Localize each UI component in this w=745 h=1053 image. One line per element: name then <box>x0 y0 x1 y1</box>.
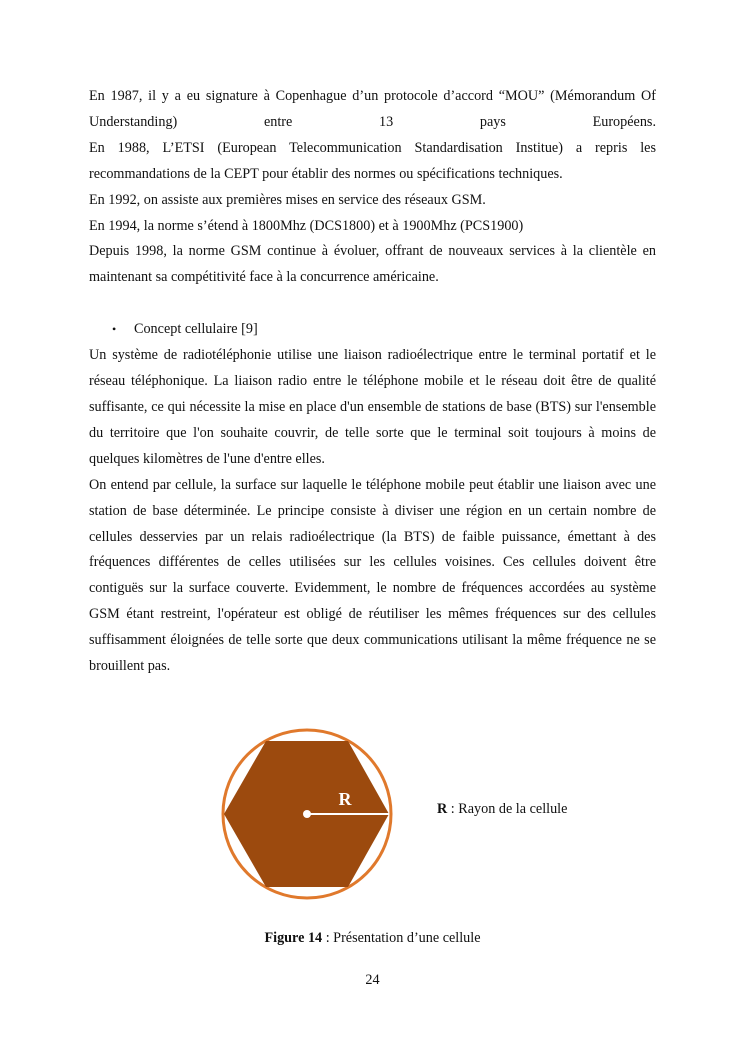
history-paragraph-1988: En 1988, L’ETSI (European Telecommunication Standardisation Institue) a repris les recommandations de la CEPT pour établir des normes ou spécifications techniques. <box>89 139 656 182</box>
legend-text: : Rayon de la cellule <box>447 801 568 817</box>
legend-key: R <box>437 801 448 817</box>
section-title: Concept cellulaire [9] <box>134 321 258 338</box>
history-line-2: Understanding) entre 13 pays Européens. <box>89 113 656 130</box>
history-paragraph-1994: En 1994, la norme s’étend à 1800Mhz (DCS1800) et à 1900Mhz (PCS1900) <box>89 217 524 234</box>
figure-legend <box>437 801 567 818</box>
radius-label: R <box>338 789 352 809</box>
caption-text: : Présentation d’une cellule <box>322 930 481 946</box>
figure-caption <box>0 930 745 947</box>
bullet-icon: • <box>112 322 117 337</box>
history-paragraph-1998: Depuis 1998, la norme GSM continue à évoluer, offrant de nouveaux services à la clientèle en maintenant sa compétitivité face à la concurrence américaine. <box>89 243 656 286</box>
spacer <box>89 291 656 317</box>
cell-figure <box>0 724 745 904</box>
center-point <box>303 810 311 818</box>
history-paragraph-1992: En 1992, on assiste aux premières mises en service des réseaux GSM. <box>89 191 486 208</box>
caption-label: Figure 14 <box>264 930 323 946</box>
document-body <box>89 84 656 680</box>
section-paragraph-1: Un système de radiotéléphonie utilise une liaison radioélectrique entre le terminal portatif et le réseau téléphonique. La liaison radio entre le téléphone mobile et le réseau doit être de qualité suffisante, ce qui nécessite la mise en place d'un ensemble de stations de base (BTS) sur l'ensemble du territoire que l'on souhaite couvrir, de telle sorte que le terminal soit toujours à moins de quelques kilomètres de l'une d'entre elles. <box>89 347 656 467</box>
section-paragraph-2: On entend par cellule, la surface sur laquelle le téléphone mobile peut établir une liaison avec une station de base déterminée. Le principe consiste à diviser une région en un certain nombre de cellules desservies par un relais radioélectrique (la BTS) de faible puissance, émettant à des fréquences différentes de celles utilisées sur les cellules voisines. Ces cellules doivent être contiguës sur la surface couverte. Evidemment, le nombre de fréquences accordées au système GSM étant restreint, l'opérateur est obligé de réutiliser les mêmes fréquences sur des cellules suffisamment éloignées de telle sorte que deux communications utilisant la même fréquence ne se brouillent pas. <box>89 476 656 675</box>
cell-diagram <box>218 724 398 904</box>
page-number: 24 <box>365 972 380 988</box>
section-heading <box>89 317 656 343</box>
history-line-1: En 1987, il y a eu signature à Copenhague d’un protocole d’accord “MOU” (Mémorandum Of <box>89 88 656 104</box>
